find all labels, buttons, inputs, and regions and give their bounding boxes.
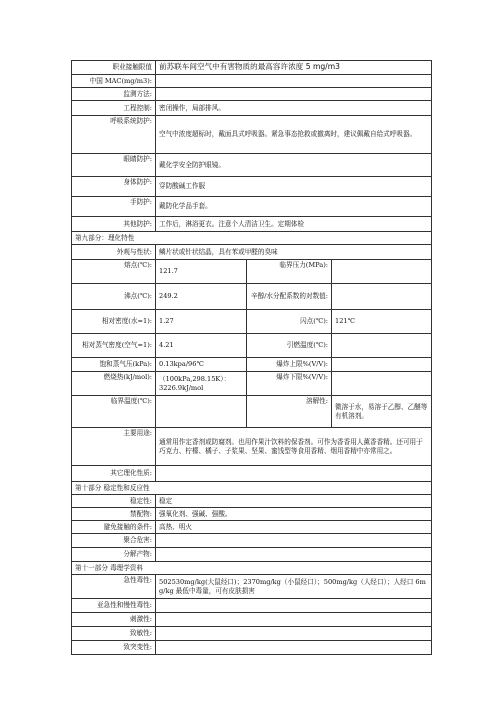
row-value: 0.13kpa/96℃ (156, 358, 247, 372)
section-title: 第九部分：理化特性 (72, 232, 432, 245)
row-label: 主要用途: (72, 428, 156, 466)
row-label: 其它理化性质: (72, 466, 156, 482)
row-label: 手防护: (72, 197, 156, 217)
vapor-density-row (72, 334, 432, 358)
row-value: 1.27 (156, 310, 247, 334)
row-value: 249.2 (156, 284, 247, 310)
row-value: 高热、明火 (156, 521, 432, 534)
row-value (156, 534, 432, 548)
row-value: 121℃ (332, 310, 432, 334)
row-value (156, 88, 432, 101)
section-9-header (72, 232, 432, 245)
row-label: 辛醇/水分配系数的对数值: (247, 284, 332, 310)
boiling-point-row (72, 284, 432, 310)
row-value (332, 358, 432, 372)
row-value (332, 260, 432, 284)
china-mac-row (72, 75, 432, 88)
row-label: 外观与性状: (72, 245, 156, 260)
row-label: 急性毒性: (72, 575, 156, 599)
decomposition-row (72, 548, 432, 562)
section-11-header (72, 562, 432, 575)
row-value (332, 284, 432, 310)
row-label: 眼睛防护: (72, 154, 156, 177)
section-10-header (72, 482, 432, 495)
row-value (156, 75, 432, 88)
row-value: 稳定 (156, 495, 432, 508)
row-label: 溶解性: (247, 396, 332, 428)
row-label: 禁配物: (72, 508, 156, 521)
eye-protection-row (72, 154, 432, 177)
row-value: 密闭操作，局部排风。 (156, 101, 432, 116)
row-value: 穿防酸碱工作服 (156, 177, 432, 197)
chronic-toxicity-row (72, 599, 432, 613)
irritation-row (72, 613, 432, 627)
row-value: 空气中浓度超标时，戴面具式呼吸器。紧急事态抢救或撤离时，建议佩戴自给式呼吸器。 (156, 116, 432, 154)
row-label: 职业接触限值 (72, 61, 156, 75)
row-value (156, 466, 432, 482)
row-value: 通常用作定香剂或防腐剂。也用作果汁饮料的保香剂。可作为香香用人薰香香精。还可用于巧克力、柠檬、橘子、子浆果、坚果、蜜饯型等食用香精、烟用香精中亦常用之。 (156, 428, 432, 466)
row-label: 相对蒸气密度(空气=1): (72, 334, 156, 358)
combustion-condition: （100kPa,298.15K）： (159, 374, 231, 383)
row-label: 亚急性和慢性毒性: (72, 599, 156, 613)
avoid-conditions-row (72, 521, 432, 534)
row-label: 相对密度(水=1): (72, 310, 156, 334)
row-value (156, 548, 432, 562)
row-value: 强氧化剂、强碱、强酸。 (156, 508, 432, 521)
row-label: 爆炸上限%(V/V): (247, 358, 332, 372)
msds-sheet (71, 60, 431, 655)
stability-row (72, 495, 432, 508)
row-label: 避免接触的条件: (72, 521, 156, 534)
row-value (156, 396, 247, 428)
row-value: 戴化学安全防护眼镜。 (156, 154, 432, 177)
combustion-heat-row (72, 372, 432, 396)
incompatible-row (72, 508, 432, 521)
section-title: 第十部分 稳定性和反应性 (72, 482, 432, 495)
sensitization-row (72, 627, 432, 641)
row-value: 戴防化学品手套。 (156, 197, 432, 217)
mutagenicity-row (72, 641, 432, 655)
msds-table (71, 60, 432, 655)
respiratory-protection-row (72, 116, 432, 154)
row-value: 鳞片状或针状结晶，具有苯或甲醛的臭味 (156, 245, 432, 260)
row-value (156, 641, 432, 655)
row-label: 中国 MAC(mg/m3): (72, 75, 156, 88)
main-uses-row (72, 428, 432, 466)
row-label: 刺激性: (72, 613, 156, 627)
row-value: 前苏联车间空气中有害物质的最高容许浓度 5 mg/m3 (156, 61, 432, 75)
other-properties-row (72, 466, 432, 482)
row-label: 其他防护: (72, 217, 156, 232)
row-label: 致突变性: (72, 641, 156, 655)
row-value: 微溶于水，易溶于乙醇、乙醚等有机溶剂。 (332, 396, 432, 428)
acute-toxicity-row (72, 575, 432, 599)
combustion-value: 3226.9kJ/mol (159, 383, 204, 392)
row-label: 致敏性: (72, 627, 156, 641)
polymerization-row (72, 534, 432, 548)
row-value: 121.7 (156, 260, 247, 284)
row-value (156, 613, 432, 627)
row-label: 工程控制: (72, 101, 156, 116)
row-label: 饱和蒸气压(kPa): (72, 358, 156, 372)
other-protection-row (72, 217, 432, 232)
row-value: 工作后，淋浴更衣。注意个人清洁卫生。定期体检 (156, 217, 432, 232)
row-label: 沸点(℃): (72, 284, 156, 310)
row-label: 分解产物: (72, 548, 156, 562)
row-label: 监测方法: (72, 88, 156, 101)
engineering-control-row (72, 101, 432, 116)
row-label: 爆炸下限%(V/V): (247, 372, 332, 396)
melting-point-row (72, 260, 432, 284)
monitoring-method-row (72, 88, 432, 101)
row-value (156, 599, 432, 613)
section-title: 第十一部分 毒理学资料 (72, 562, 432, 575)
row-value: 4.21 (156, 334, 247, 358)
row-label: 闪点(℃): (247, 310, 332, 334)
row-label: 呼吸系统防护: (72, 116, 156, 154)
row-label: 熔点(℃): (72, 260, 156, 284)
appearance-row (72, 245, 432, 260)
relative-density-row (72, 310, 432, 334)
row-label: 临界温度(℃): (72, 396, 156, 428)
row-label: 聚合危害: (72, 534, 156, 548)
row-value: 502530mg/kg(大鼠经口)；2370mg/kg（小鼠经口）；500mg/kg（人经口）；人经口 6mg/kg 最低中毒量，可有皮肤损害 (156, 575, 432, 599)
hand-protection-row (72, 197, 432, 217)
row-label: 引燃温度(℃): (247, 334, 332, 358)
row-label: 稳定性: (72, 495, 156, 508)
row-label: 燃烧热(kJ/mol): (72, 372, 156, 396)
row-value (156, 372, 247, 396)
critical-temp-row (72, 396, 432, 428)
exposure-limit-row (72, 61, 432, 75)
row-label: 临界压力(MPa): (247, 260, 332, 284)
body-protection-row (72, 177, 432, 197)
vapor-pressure-row (72, 358, 432, 372)
row-value (332, 334, 432, 358)
row-value (332, 372, 432, 396)
row-label: 身体防护: (72, 177, 156, 197)
row-value (156, 627, 432, 641)
